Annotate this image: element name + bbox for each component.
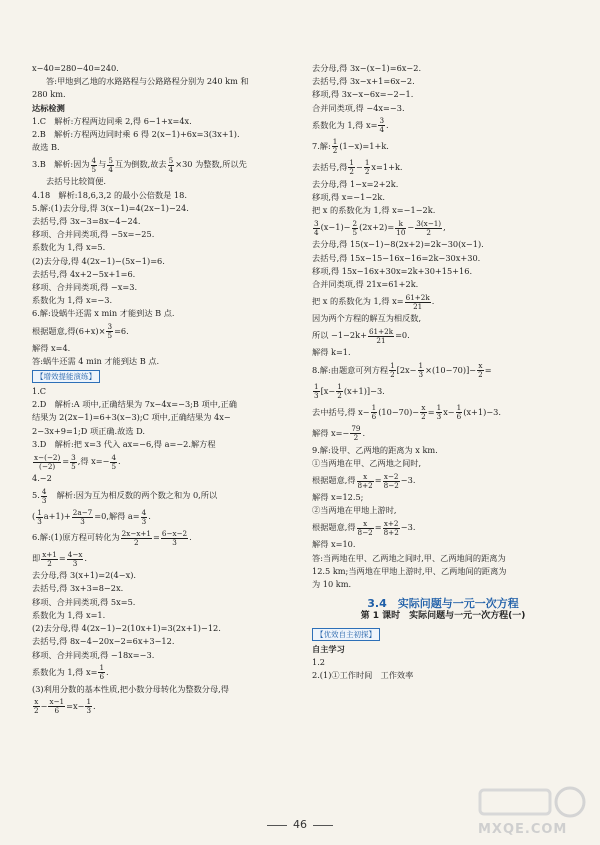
text-line: ( $\frac{1}{3}$ a+1)+ $\frac{2a-7}{3}$ =0,解得 a= $\frac{4}{3}$ . <box>32 507 151 526</box>
text-line: (2)去分母,得 4(2x−1)−(5x−1)=6. <box>32 255 165 266</box>
text-line: $\frac{3}{4}$ (x−1)− $\frac{2}{5}$ (2x+2)= $\frac{k}{10}$ − $\frac{3(x-1)}{2}$ , <box>314 218 446 237</box>
text-line: 5. $\frac{4}{3}$ 解析:因为互为相反数的两个数之和为 0,所以 <box>32 486 218 505</box>
text-line: 去分母,得 3(x+1)=2(4−x). <box>32 570 136 581</box>
text-line: 移项、合并同类项,得 −x=3. <box>32 282 138 293</box>
text-line: 故选 B. <box>32 142 60 153</box>
text-line: 3.B 解析:因为 $\frac{4}{5}$ 与 $\frac{5}{4}$ 互为倒数,故去 $\frac{5}{4}$ ×30 为整数,所以先 <box>32 155 247 174</box>
text-line: 6.解:(1)原方程可转化为 $\frac{2x-x+1}{2}$ = $\frac{6-x-2}{3}$ . <box>32 528 192 547</box>
right-column <box>312 62 574 682</box>
lesson-title: 第 1 课时 实际问题与一元一次方程(一) <box>360 611 526 622</box>
text-line: 2.D 解析:A 项中,正确结果为 7x−4x=−3;B 项中,正确 <box>32 399 237 410</box>
text-line: 结果为 2(2x−1)=6+3(x−3);C 项中,正确结果为 4x− <box>32 412 231 423</box>
text-line: 去括号,得 3x+3=8−2x. <box>32 583 124 594</box>
text-line: 即 $\frac{x+1}{2}$ = $\frac{4-x}{3}$ . <box>32 549 87 568</box>
text-line: 答:当两地在甲、乙两地之间时,甲、乙两地间的距离为 <box>312 552 506 563</box>
text-line: 移项,得 x=−1−2k. <box>312 192 385 203</box>
section-heading: 自主学习 <box>312 643 345 654</box>
text-line: x−40=280−40=240. <box>32 63 119 73</box>
text-line: 4.−2 <box>32 473 52 484</box>
text-line: $\frac{1}{3}$ [x− $\frac{1}{2}$ (x+1)]−3. <box>314 382 385 401</box>
text-line: 根据题意,得 $\frac{x}{8-2}$ = $\frac{x+2}{8+2}$ −3. <box>312 518 416 537</box>
text-line: 去括号,得 8x−4−20x−2=6x+3−12. <box>32 636 175 647</box>
text-line: 合并同类项,得 21x=61+2k. <box>312 279 419 290</box>
text-line: 根据题意,得(6+x)× $\frac{3}{5}$ =6. <box>32 322 129 341</box>
text-line: 7.解: $\frac{1}{2}$ (1−x)=1+k. <box>312 137 389 156</box>
text-line: 答:蜗牛还需 4 min 才能到达 B 点. <box>32 355 160 366</box>
text-line: 系数化为 1,得 x=1. <box>32 609 106 620</box>
text-line: 答:甲地到乙地的水路路程与公路路程分别为 240 km 和 <box>46 76 249 87</box>
text-line: 把 x 的系数化为 1,得 x=−1−2k. <box>312 205 436 216</box>
text-line: 1.2 <box>312 656 326 667</box>
text-line: 4.18 解析:18,6,3,2 的最小公倍数是 18. <box>32 189 187 200</box>
text-line: ①当两地在甲、乙两地之间时, <box>312 457 422 468</box>
text-line: 把 x 的系数化为 1,得 x= $\frac{61+2k}{21}$ . <box>312 292 435 311</box>
text-line: 去括号,得 3x−3=8x−4−24. <box>32 216 141 227</box>
text-line: 解得 x=12.5; <box>312 492 364 503</box>
text-line: 9.解:设甲、乙两地的距离为 x km. <box>312 444 438 455</box>
text-line: 解得 k=1. <box>312 347 351 358</box>
text-line: 5.解:(1)去分母,得 3(x−1)=4(2x−1)−24. <box>32 202 189 213</box>
text-line: 去括号,得 15x−15−16x−16=2k−30x+30. <box>312 252 481 263</box>
section-title: 3.4 实际问题与一元一次方程 <box>367 597 519 611</box>
text-line: 解得 x=− $\frac{79}{2}$ . <box>312 424 366 443</box>
text-line: 去括号,得 3x−x+1=6x−2. <box>312 76 415 87</box>
text-line: 系数化为 1,得 x=5. <box>32 242 106 253</box>
text-line: 合并同类项,得 −4x=−3. <box>312 102 405 113</box>
watermark-logo: MXQE.COM <box>470 782 590 840</box>
text-line: 280 km. <box>32 89 66 100</box>
text-line: 系数化为 1,得 x= $\frac{1}{6}$ . <box>32 663 109 682</box>
text-line: 移项、合并同类项,得 −18x=−3. <box>32 649 155 660</box>
text-line: 去括号,得 4x+2−5x+1=6. <box>32 268 136 279</box>
text-line: 去分母,得 1−x=2+2k. <box>312 178 399 189</box>
text-line: ②当两地在甲地上游时, <box>312 505 397 516</box>
text-line: (2)去分母,得 4(2x−1)−2(10x+1)=3(2x+1)−12. <box>32 623 221 634</box>
text-line: $\frac{x}{2}$ − $\frac{x-1}{6}$ =x− $\frac{1}{3}$ . <box>34 697 96 716</box>
text-line: 2.(1)①工作时间 工作效率 <box>312 670 414 681</box>
text-line: 移项、合并同类项,得 −5x=−25. <box>32 229 155 240</box>
section-label: 【优效自主初探】 <box>312 626 574 643</box>
text-line: 解得 x=10. <box>312 539 356 550</box>
text-line: 系数化为 1,得 x=−3. <box>32 295 113 306</box>
text-line: 解得 x=4. <box>32 342 71 353</box>
text-line: 8.解:由题意可列方程 $\frac{1}{2}$ [2x− $\frac{1}{3}$ ×(10−70)]− $\frac{x}{2}$ = <box>312 361 492 380</box>
text-line: 去分母,得 3x−(x−1)=6x−2. <box>312 63 422 73</box>
text-line: 去括号比较简便. <box>46 176 106 187</box>
text-line: 12.5 km;当两地在甲地上游时,甲、乙两地间的距离为 <box>312 565 507 576</box>
text-line: 去分母,得 15(x−1)−8(2x+2)=2k−30(x−1). <box>312 239 484 250</box>
text-line: 去中括号,得 x− $\frac{1}{6}$ (10−70)− $\frac{x}{2}$ = $\frac{1}{3}$ x− $\frac{1}{6}$ (x+1)−3. <box>312 403 501 422</box>
text-line: 6.解:设蜗牛还需 x min 才能到达 B 点. <box>32 308 175 319</box>
section-heading: 达标检测 <box>32 102 65 113</box>
text-line: 去括号,得 $\frac{1}{2}$ − $\frac{1}{2}$ x=1+k. <box>312 158 403 177</box>
text-line: 3.D 解析:把 x=3 代入 ax=−6,得 a=−2.解方程 <box>32 438 216 449</box>
text-line: 系数化为 1,得 x= $\frac{3}{4}$ . <box>312 116 389 135</box>
text-line: 1.C 解析:方程两边同乘 2,得 6−1+x=4x. <box>32 115 192 126</box>
section-label: 【增效提能演练】 <box>32 368 294 385</box>
watermark-icon <box>470 782 590 822</box>
text-line: 2.B 解析:方程两边同时乘 6 得 2(x−1)+6x=3(3x+1). <box>32 129 240 140</box>
text-line: 移项、合并同类项,得 5x=5. <box>32 596 136 607</box>
text-line: 2−3x+9=1;D 项正确.故选 D. <box>32 425 145 436</box>
text-line: 所以 −1−2k+ $\frac{61+2k}{21}$ =0. <box>312 326 410 345</box>
left-column <box>32 62 294 717</box>
text-line: 1.C <box>32 386 47 397</box>
text-line: $\frac{x-(-2)}{(-2)}$ = $\frac{3}{5}$ ,得 x=− $\frac{4}{5}$ . <box>34 452 121 471</box>
text-line: 根据题意,得 $\frac{x}{8+2}$ = $\frac{x-2}{8-2}$ −3. <box>312 471 416 490</box>
text-line: 因为两个方程的解互为相反数, <box>312 313 422 324</box>
text-line: 为 10 km. <box>312 579 352 590</box>
text-line: 移项,得 15x−16x+30x=2k+30+15+16. <box>312 265 473 276</box>
text-line: (3)利用分数的基本性质,把小数分母转化为整数分母,得 <box>32 683 229 694</box>
page-number: 46 <box>0 818 600 831</box>
text-line: 移项,得 3x−x−6x=−2−1. <box>312 89 414 100</box>
